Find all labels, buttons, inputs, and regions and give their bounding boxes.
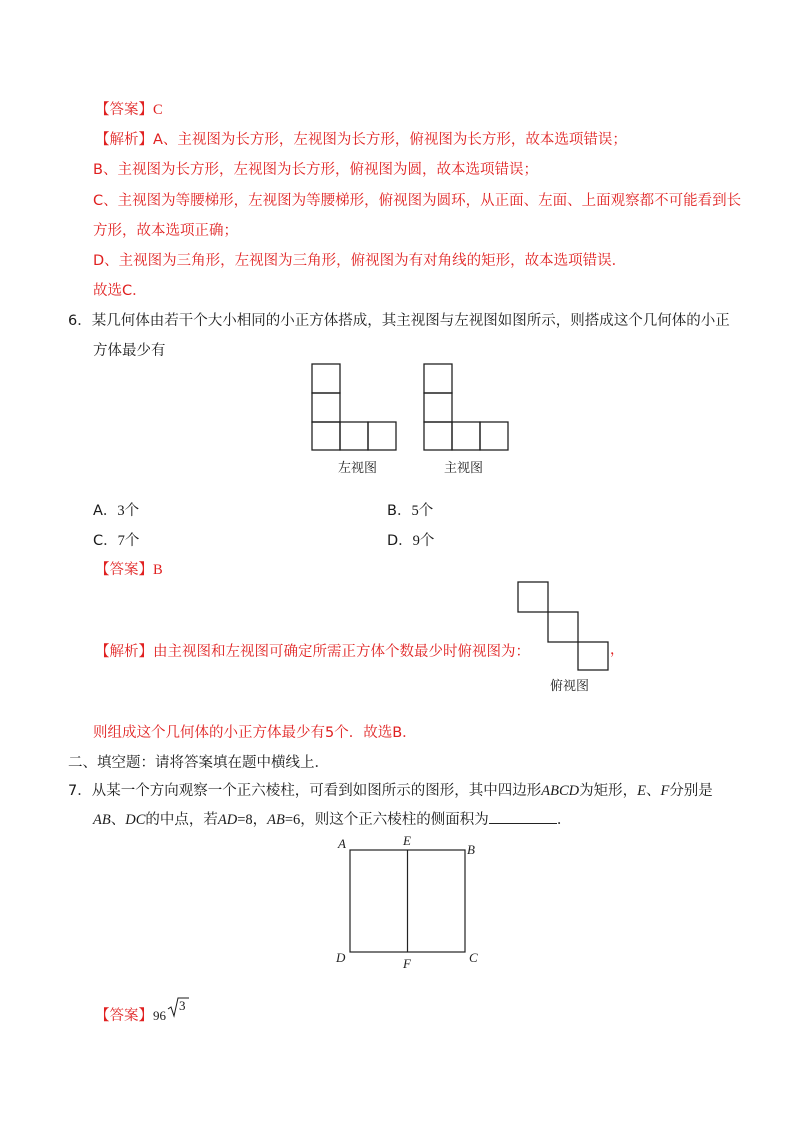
q5-analysis-c2: 方形，故本选项正确；: [93, 223, 238, 239]
answer-tag: 【答案】: [95, 102, 153, 118]
q5-analysis-b: B、主视图为长方形，左视图为长方形，俯视图为圆，故本选项错误；: [93, 162, 538, 178]
math-ab: AB: [267, 812, 285, 828]
stem-text: ．: [556, 812, 572, 828]
rectangle-abcd: [350, 850, 465, 952]
stem-text: 的中点，若: [145, 812, 218, 828]
question-number: 6．: [68, 313, 92, 329]
point-e-label: E: [403, 833, 411, 848]
option-text: 3个: [117, 503, 140, 519]
option-text: 7个: [117, 533, 140, 549]
option-a[interactable]: [93, 499, 139, 520]
q6-stem-line1: [68, 309, 730, 330]
answer-value: C: [153, 102, 163, 118]
answer-tag: 【答案】: [95, 1008, 153, 1024]
math-dc: DC: [125, 812, 146, 828]
stem-text: 从某一个方向观察一个正六棱柱，可看到如图所示的图形，其中四边形: [91, 783, 542, 799]
answer-value: B: [153, 562, 163, 578]
q7-stem-line1: [68, 779, 713, 800]
point-b-label: B: [467, 842, 475, 857]
main-view-grid: [424, 364, 508, 450]
question-text: 某几何体由若干个大小相同的小正方体搭成，其主视图与左视图如图所示，则搭成这个几何体的小正: [91, 313, 730, 329]
math-f: F: [660, 783, 670, 799]
q7-rectangle-figure: [330, 832, 490, 972]
q6-conclusion: 则组成这个几何体的小正方体最少有5个．故选B．: [93, 725, 417, 741]
option-label: D．: [387, 533, 413, 549]
main-view-label: 主视图: [444, 461, 484, 476]
option-text: 9个: [412, 533, 435, 549]
option-label: A．: [93, 503, 118, 519]
analysis-comma: ，: [610, 642, 624, 658]
option-label: C．: [93, 533, 118, 549]
radicand: 3: [179, 998, 186, 1013]
left-view-label: 左视图: [338, 461, 378, 476]
q5-conclusion: 故选C．: [93, 283, 147, 299]
stem-text: 分别是: [669, 783, 713, 799]
analysis-text: A、主视图为长方形，左视图为长方形，俯视图为长方形，故本选项错误；: [153, 132, 627, 148]
top-view-label: 俯视图: [550, 679, 590, 694]
option-c[interactable]: [93, 529, 139, 550]
q5-analysis-d: D、主视图为三角形，左视图为三角形，俯视图为有对角线的矩形，故本选项错误．: [93, 253, 627, 269]
stem-text: =6，则这个正六棱柱的侧面积为: [284, 812, 489, 828]
question-number: 7．: [68, 783, 92, 799]
analysis-tag: 【解析】: [95, 132, 153, 148]
q6-analysis-line: [95, 640, 530, 661]
math-ab: AB: [93, 812, 111, 828]
section-title: 二、填空题：请将答案填在题中横线上．: [68, 755, 329, 771]
answer-number: 96: [153, 1008, 166, 1023]
math-abcd: ABCD: [541, 783, 580, 799]
point-d-label: D: [336, 950, 346, 965]
left-view-grid: [312, 364, 396, 450]
answer-blank[interactable]: [489, 809, 557, 824]
point-a-label: A: [338, 836, 346, 851]
stem-text: 、: [645, 783, 661, 799]
stem-text: 为矩形，: [579, 783, 638, 799]
q7-answer-line: [95, 998, 186, 1025]
q5-analysis-a: [95, 128, 627, 149]
top-view-staircase: [518, 582, 608, 670]
point-f-label: F: [403, 956, 411, 971]
option-b[interactable]: [387, 499, 433, 520]
q7-stem-line2: [93, 808, 571, 829]
q5-answer-line: [95, 98, 163, 119]
stem-text: =8，: [237, 812, 268, 828]
option-text: 5个: [411, 503, 434, 519]
analysis-tag: 【解析】: [95, 644, 153, 660]
q6-top-view-figure: [510, 578, 630, 696]
q6-views-figure: [300, 362, 530, 484]
q6-stem-line2: 方体最少有: [93, 343, 166, 359]
point-c-label: C: [469, 950, 478, 965]
math-ad: AD: [217, 812, 238, 828]
answer-tag: 【答案】: [95, 562, 153, 578]
stem-text: 、: [110, 812, 126, 828]
sqrt-symbol: [168, 998, 186, 1024]
q5-analysis-c1: C、主视图为等腰梯形，左视图为等腰梯形，俯视图为圆环，从正面、左面、上面观察都不可能看到长: [93, 193, 742, 209]
math-e: E: [637, 783, 646, 799]
analysis-text: 由主视图和左视图可确定所需正方体个数最少时俯视图为：: [153, 644, 530, 660]
option-d[interactable]: [387, 529, 434, 550]
q6-answer-line: [95, 558, 163, 579]
option-label: B．: [387, 503, 412, 519]
